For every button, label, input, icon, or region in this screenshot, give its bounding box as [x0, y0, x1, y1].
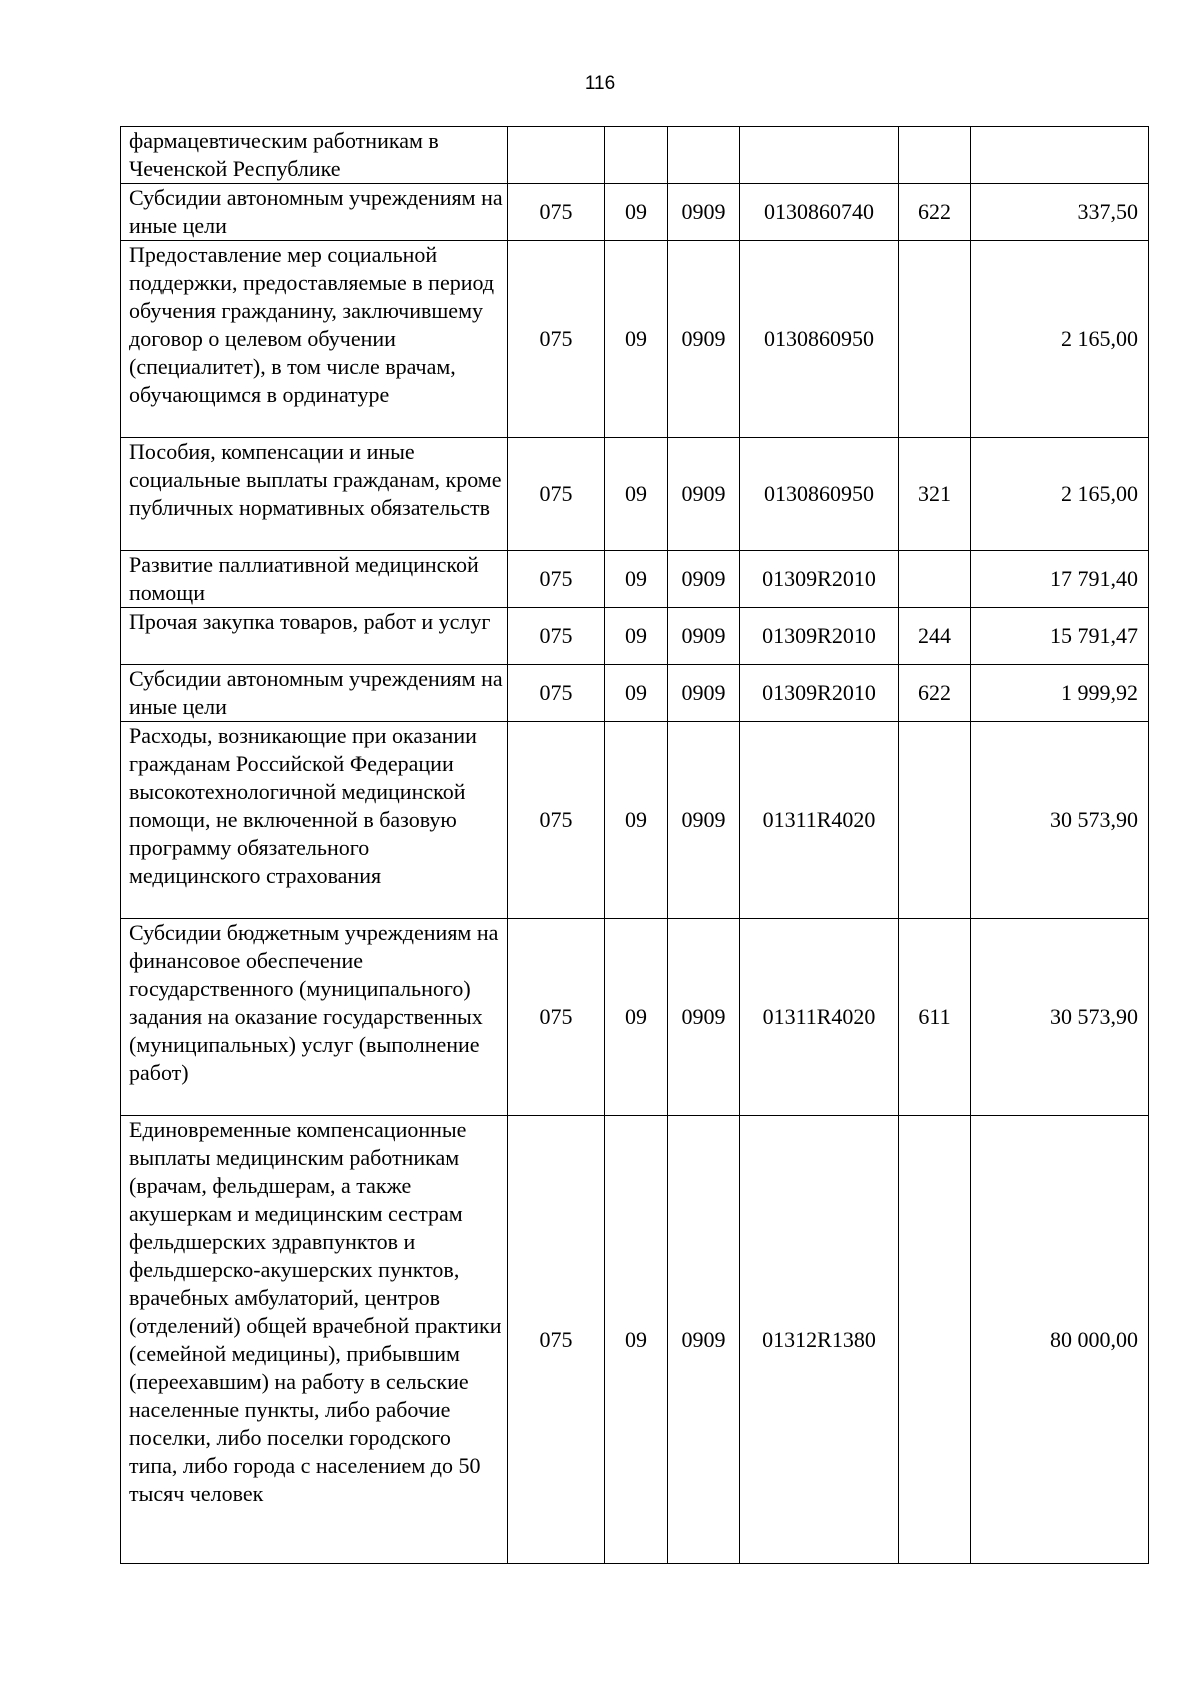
subsection-code: [668, 127, 740, 184]
table-row: [121, 665, 1149, 722]
target-code: 0130860950: [740, 241, 899, 438]
expense-type-code: [899, 127, 971, 184]
row-name: фармацевтическим работникам в Чеченской Республике: [121, 127, 508, 184]
subsection-code: 0909: [668, 241, 740, 438]
ministry-code: 075: [508, 438, 605, 551]
amount: 30 573,90: [971, 919, 1149, 1116]
subsection-code: 0909: [668, 184, 740, 241]
target-code: 01309R2010: [740, 551, 899, 608]
amount: 15 791,47: [971, 608, 1149, 665]
row-name: Прочая закупка товаров, работ и услуг: [121, 608, 508, 665]
target-code: 01311R4020: [740, 722, 899, 919]
expense-type-code: [899, 1116, 971, 1564]
ministry-code: 075: [508, 1116, 605, 1564]
target-code: 01309R2010: [740, 665, 899, 722]
section-code: 09: [605, 438, 668, 551]
row-name: Субсидии автономным учреждениям на иные цели: [121, 184, 508, 241]
ministry-code: 075: [508, 608, 605, 665]
ministry-code: 075: [508, 722, 605, 919]
table-row: [121, 184, 1149, 241]
section-code: [605, 127, 668, 184]
target-code: 01312R1380: [740, 1116, 899, 1564]
expense-type-code: 611: [899, 919, 971, 1116]
target-code: 0130860740: [740, 184, 899, 241]
subsection-code: 0909: [668, 551, 740, 608]
page-number: 116: [584, 73, 616, 94]
section-code: 09: [605, 184, 668, 241]
row-name: Развитие паллиативной медицинской помощи: [121, 551, 508, 608]
subsection-code: 0909: [668, 722, 740, 919]
amount: [971, 127, 1149, 184]
amount: 80 000,00: [971, 1116, 1149, 1564]
ministry-code: 075: [508, 665, 605, 722]
ministry-code: 075: [508, 241, 605, 438]
section-code: 09: [605, 919, 668, 1116]
target-code: [740, 127, 899, 184]
subsection-code: 0909: [668, 608, 740, 665]
section-code: 09: [605, 241, 668, 438]
target-code: 0130860950: [740, 438, 899, 551]
row-name: Предоставление мер социальной поддержки, предоставляемые в период обучения гражданину, заключившему договор о целевом обучении (специалитет), в том числе врачам, обучающимся в ординатуре: [121, 241, 508, 438]
table-row: [121, 241, 1149, 438]
section-code: 09: [605, 665, 668, 722]
target-code: 01311R4020: [740, 919, 899, 1116]
amount: 2 165,00: [971, 241, 1149, 438]
table-row: [121, 919, 1149, 1116]
subsection-code: 0909: [668, 438, 740, 551]
table-row: [121, 551, 1149, 608]
table-row: [121, 438, 1149, 551]
section-code: 09: [605, 1116, 668, 1564]
subsection-code: 0909: [668, 665, 740, 722]
ministry-code: [508, 127, 605, 184]
amount: 337,50: [971, 184, 1149, 241]
amount: 1 999,92: [971, 665, 1149, 722]
table-row: [121, 127, 1149, 184]
row-name: Расходы, возникающие при оказании гражданам Российской Федерации высокотехнологичной медицинской помощи, не включенной в базовую программу обязательного медицинского страхования: [121, 722, 508, 919]
expense-type-code: 622: [899, 665, 971, 722]
row-name: Субсидии автономным учреждениям на иные цели: [121, 665, 508, 722]
section-code: 09: [605, 551, 668, 608]
amount: 17 791,40: [971, 551, 1149, 608]
ministry-code: 075: [508, 551, 605, 608]
table-row: [121, 722, 1149, 919]
section-code: 09: [605, 608, 668, 665]
subsection-code: 0909: [668, 919, 740, 1116]
expense-type-code: 321: [899, 438, 971, 551]
table-row: [121, 1116, 1149, 1564]
expense-type-code: [899, 722, 971, 919]
budget-table: [120, 126, 1149, 1564]
expense-type-code: [899, 551, 971, 608]
ministry-code: 075: [508, 184, 605, 241]
ministry-code: 075: [508, 919, 605, 1116]
subsection-code: 0909: [668, 1116, 740, 1564]
expense-type-code: 622: [899, 184, 971, 241]
row-name: Единовременные компенсационные выплаты медицинским работникам (врачам, фельдшерам, а также акушеркам и медицинским сестрам фельдшерских здравпунктов и фельдшерско-акушерских пунктов, врачебных амбулаторий, центров (отделений) общей врачебной практики (семейной медицины), прибывшим (переехавшим) на работу в сельские населенные пункты, либо рабочие поселки, либо поселки городского типа, либо города с населением до 50 тысяч человек: [121, 1116, 508, 1564]
section-code: 09: [605, 722, 668, 919]
expense-type-code: [899, 241, 971, 438]
row-name: Пособия, компенсации и иные социальные выплаты гражданам, кроме публичных нормативных обязательств: [121, 438, 508, 551]
row-name: Субсидии бюджетным учреждениям на финансовое обеспечение государственного (муниципального) задания на оказание государственных (муниципальных) услуг (выполнение работ): [121, 919, 508, 1116]
amount: 2 165,00: [971, 438, 1149, 551]
expense-type-code: 244: [899, 608, 971, 665]
amount: 30 573,90: [971, 722, 1149, 919]
table-row: [121, 608, 1149, 665]
target-code: 01309R2010: [740, 608, 899, 665]
